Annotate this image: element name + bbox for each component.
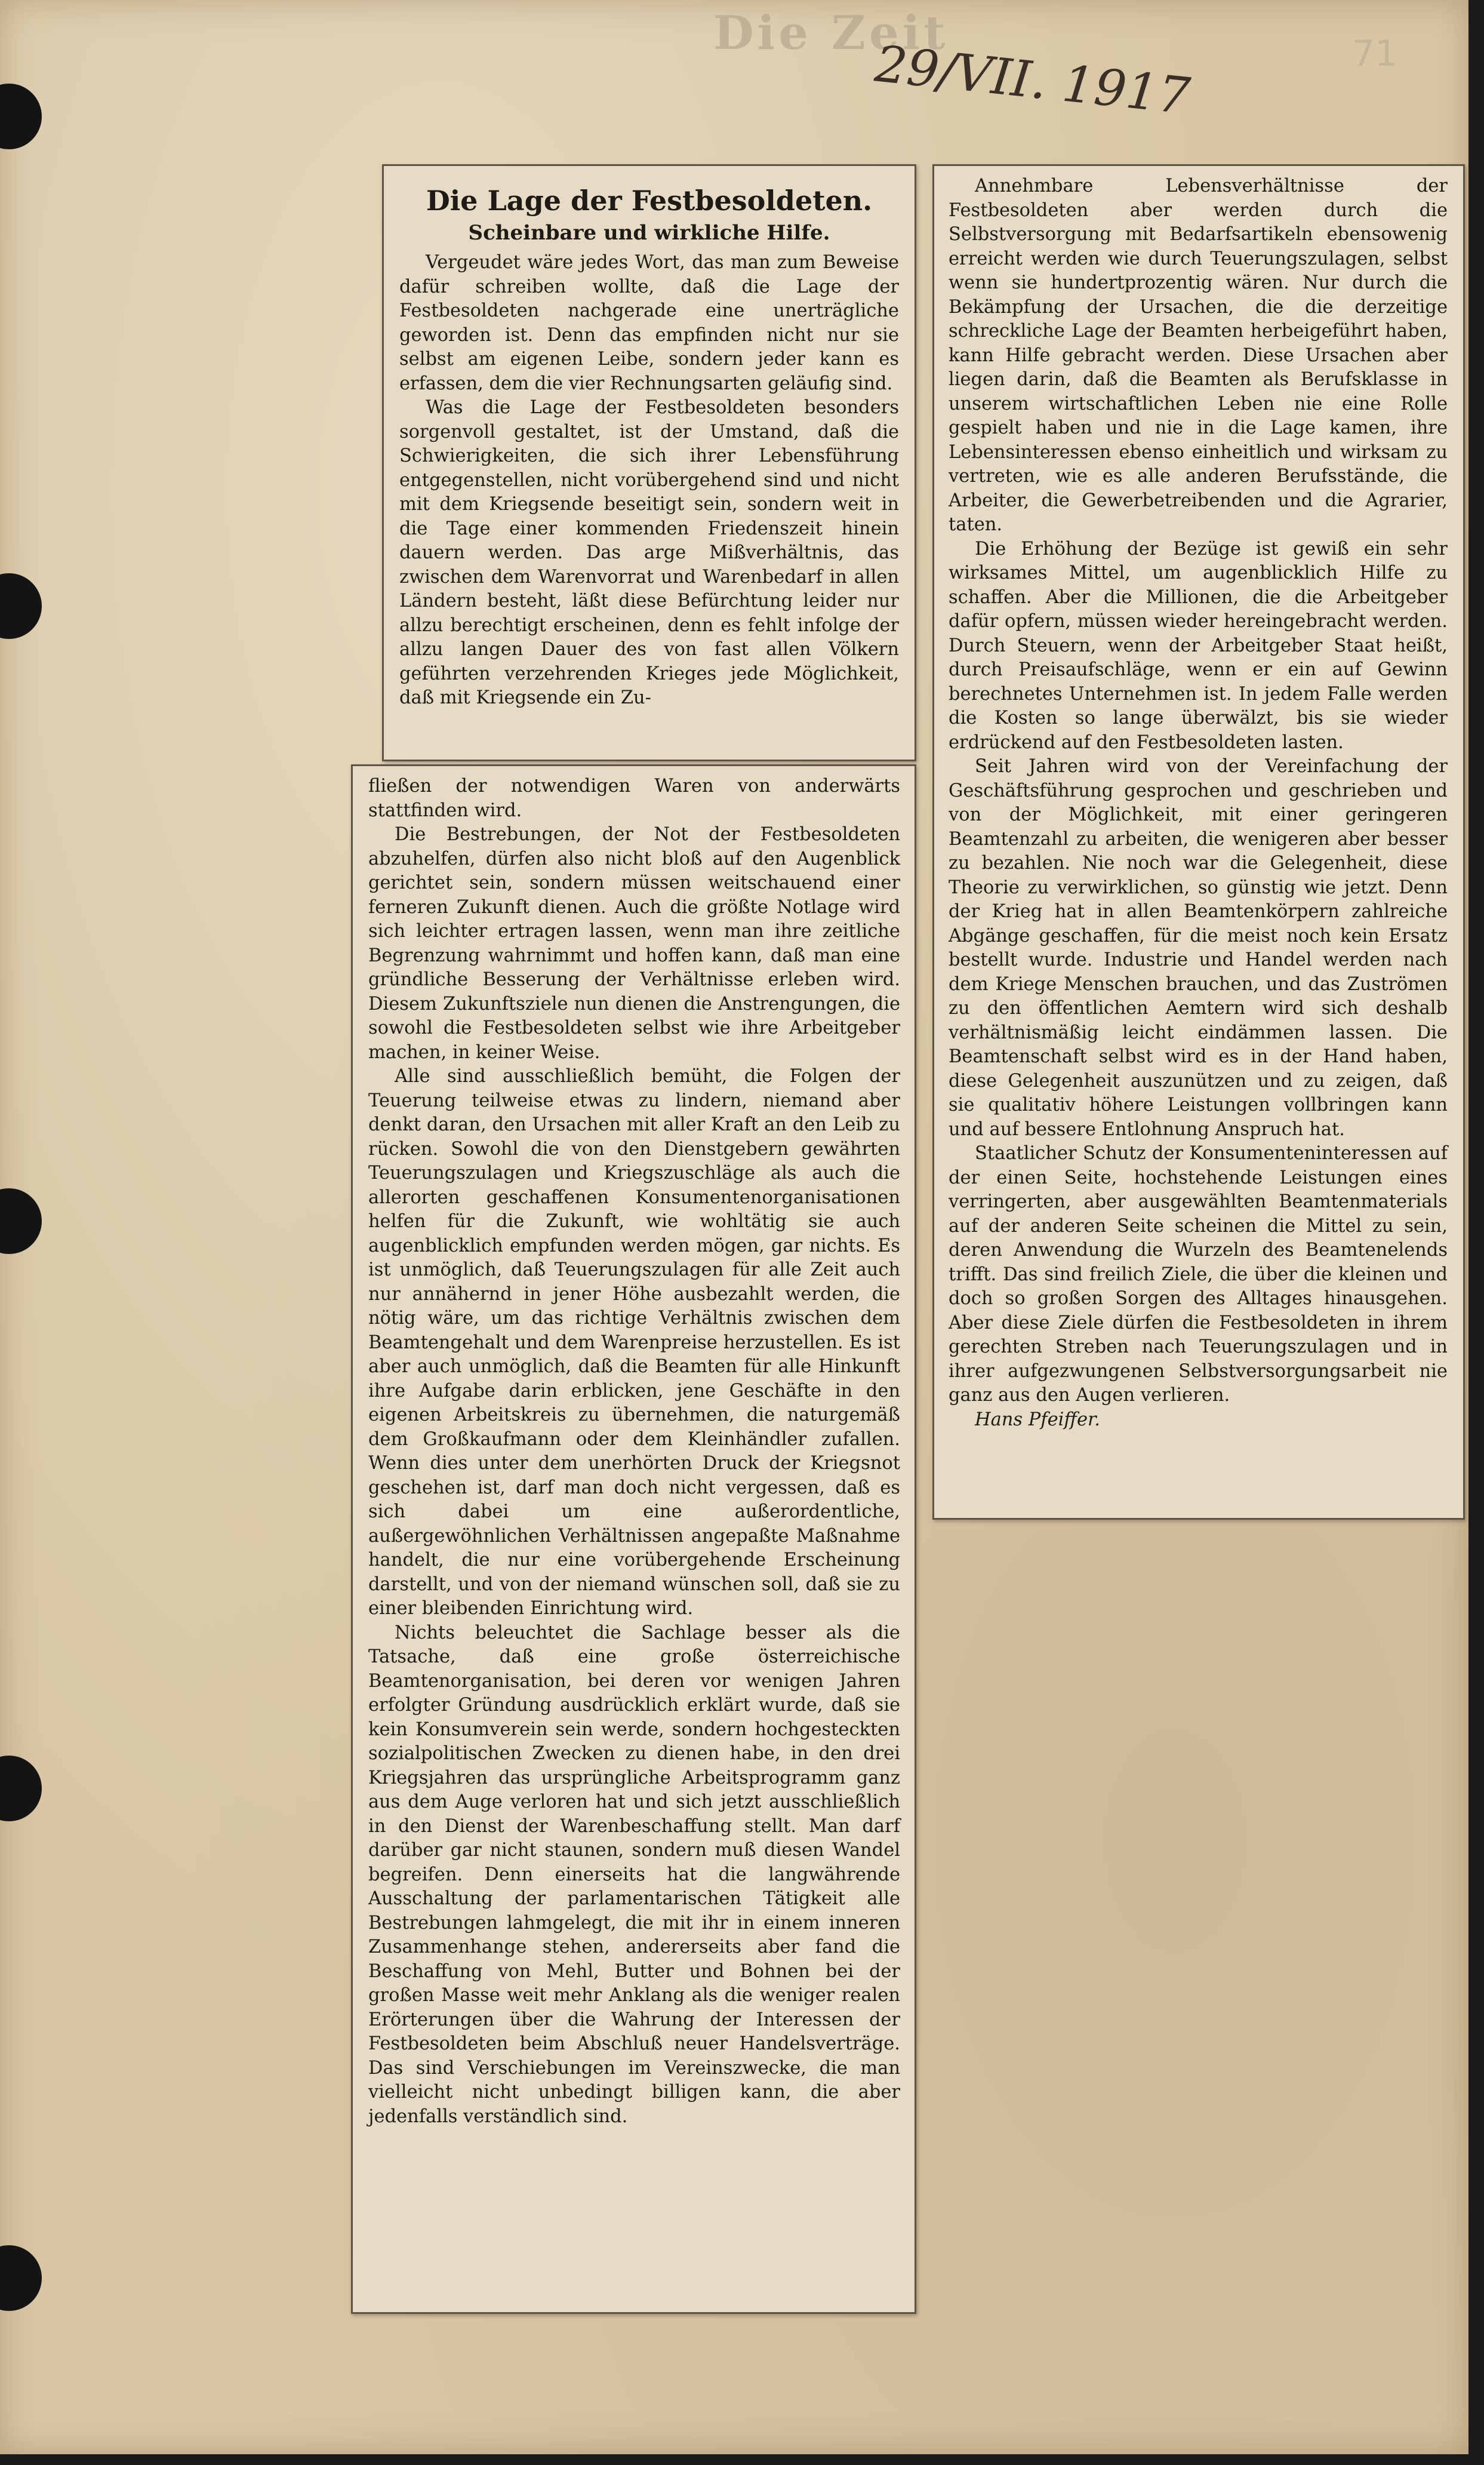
- clipping-column-1-bottom: [351, 764, 916, 2314]
- paragraph: Nichts beleuchtet die Sachlage besser als die Tatsache, daß eine große österreichische Beamtenorganisation, bei deren vor wenigen Jahren erfolgter Gründung ausdrücklich erklärt wurde, daß sie kein Konsumverein sein werde, sondern hochgesteckten sozialpolitischen Zwecken zu dienen habe, in den drei Kriegsjahren das ursprüngliche Arbeitsprogramm ganz aus dem Auge verloren hat und sich jetzt ausschließlich in den Dienst der Warenbeschaffung stellt. Man darf darüber gar nicht staunen, sondern muß diesen Wandel begreifen. Denn einerseits hat die langwährende Ausschaltung der parlamentarischen Tätigkeit alle Bestrebungen lahmgelegt, die mit ihr in einem inneren Zusammenhange stehen, andererseits aber fand die Beschaffung von Mehl, Butter und Bohnen bei der großen Masse weit mehr Anklang als die weniger realen Erörterungen über die Wahrung der Interessen der Festbesoldeten beim Abschluß neuer Handelsverträge. Das sind Verschiebungen im Vereinszwecke, die man vielleicht nicht unbedingt billigen kann, die aber jedenfalls verständlich sind.: [368, 1622, 900, 2127]
- paragraph-continuation: fließen der notwendigen Waren von anderwärts stattfinden wird.: [368, 776, 900, 821]
- punch-hole: [0, 2245, 42, 2311]
- paragraph: Was die Lage der Festbesoldeten besonders sorgenvoll gestaltet, ist der Umstand, daß die Schwierigkeiten, die sich ihrer Lebensführung entgegenstellen, nicht vorübergehend sind und nicht mit dem Kriegsende beseitigt sein, sondern weit in die Tage einer kommenden Friedenszeit hinein dauern werden. Das arge Mißverhältnis, das zwischen dem Warenvorrat und Warenbedarf in allen Ländern besteht, läßt diese Befürchtung leider nur allzu berechtigt erscheinen, denn es fehlt infolge der allzu langen Dauer des von fast allen Völkern geführten verzehrenden Krieges jede Möglichkeit, daß mit Kriegsende ein Zu-: [399, 397, 899, 708]
- article-title: Die Lage der Festbesoldeten.: [426, 185, 873, 217]
- punch-hole: [0, 1188, 42, 1254]
- handwritten-date: 29/VII. 1917: [872, 34, 1193, 126]
- paragraph: Staatlicher Schutz der Konsumenteninteressen auf der einen Seite, hochstehende Leistungen eines verringerten, aber ausgewählten Beamtenmaterials auf der anderen Seite scheinen die Mittel zu sein, deren Anwendung die Wurzeln des Beamtenelends trifft. Das sind freilich Ziele, die über die kleinen und doch so großen Sorgen des Alltages hinausgehen. Aber diese Ziele dürfen die Festbesoldeten in ihrem gerechten Streben nach Teuerungszulagen und in ihrer aufgezwungenen Selbstversorgungsarbeit nie ganz aus den Augen verlieren.: [949, 1143, 1448, 1406]
- paragraph: Annehmbare Lebensverhältnisse der Festbesoldeten aber werden durch die Selbstversorgung mit Bedarfsartikeln ebensowenig erreicht werden wie durch Teuerungszulagen, selbst wenn sie hundertprozentig wären. Nur durch die Bekämpfung der Ursachen, die die derzeitige schreckliche Lage der Beamten herbeigeführt haben, kann Hilfe gebracht werden. Diese Ursachen aber liegen darin, daß die Beamten als Berufsklasse in unserem wirtschaftlichen Leben nie eine Rolle gespielt haben und nie in die Lage kamen, ihre Lebensinteressen ebenso einheitlich und wirksam zu vertreten, wie es alle anderen Berufsstände, die Arbeiter, die Gewerbetreibenden und die Agrarier, taten.: [949, 176, 1448, 535]
- corner-page-mark: 71: [1352, 33, 1398, 75]
- author-signature: Hans Pfeiffer.: [975, 1409, 1100, 1430]
- punch-hole: [0, 84, 42, 149]
- article-subtitle: Scheinbare und wirkliche Hilfe.: [468, 221, 830, 245]
- punch-hole: [0, 573, 42, 639]
- punch-hole: [0, 1756, 42, 1821]
- paragraph: Die Bestrebungen, der Not der Festbesoldeten abzuhelfen, dürfen also nicht bloß auf den Augenblick gerichtet sein, sondern müssen weitschauend einer ferneren Zukunft dienen. Auch die größte Notlage wird sich leichter ertragen lassen, wenn man ihre zeitliche Begrenzung wahrnimmt und hoffen kann, daß man eine gründliche Besserung der Verhältnisse erleben wird. Diesem Zukunftsziele nun dienen die Anstrengungen, die sowohl die Festbesoldeten selbst wie ihre Arbeitgeber machen, in keiner Weise.: [368, 824, 900, 1063]
- clipping-column-1-top: [382, 164, 916, 761]
- paragraph: Seit Jahren wird von der Vereinfachung der Geschäftsführung gesprochen und geschrieben und von der Möglichkeit, mit einer geringeren Beamtenzahl zu arbeiten, die wenigeren aber besser zu bezahlen. Nie noch war die Gelegenheit, diese Theorie zu verwirklichen, so günstig wie jetzt. Denn der Krieg hat in allen Beamtenkörpern zahlreiche Abgänge geschaffen, für die meist noch kein Ersatz bestellt wurde. Industrie und Handel werden nach dem Kriege Menschen brauchen, und das Zuströmen zu den öffentlichen Aemtern wird sich deshalb verhältnismäßig leicht eindämmen lassen. Die Beamtenschaft selbst wird es in der Hand haben, diese Gelegenheit auszunützen und zu zeigen, daß sie qualitativ höhere Leistungen vollbringen kann und auf bessere Entlohnung Anspruch hat.: [949, 756, 1448, 1140]
- newspaper-stamp: Die Zeit: [713, 6, 949, 60]
- clipping-column-2: [932, 164, 1465, 1520]
- paragraph: Alle sind ausschließlich bemüht, die Folgen der Teuerung teilweise etwas zu lindern, niemand aber denkt daran, den Ursachen mit aller Kraft an den Leib zu rücken. Sowohl die von den Dienstgebern gewährten Teuerungszulagen und Kriegszuschläge als auch die allerorten geschaffenen Konsumentenorganisationen helfen für die Zukunft, wie wohltätig sie auch augenblicklich empfunden werden mögen, gar nichts. Es ist unmöglich, daß Teuerungszulagen für alle Zeit auch nur annähernd in jener Höhe ausbezahlt werden, die nötig wäre, um das richtige Verhältnis zwischen dem Beamtengehalt und dem Warenpreise herzustellen. Es ist aber auch unmöglich, daß die Beamten für alle Hinkunft ihre Aufgabe darin erblicken, jene Geschäfte in den eigenen Arbeitskreis zu übernehmen, die naturgemäß dem Großkaufmann oder dem Kleinhändler zufallen. Wenn dies unter dem unerhörten Druck der Kriegsnot geschehen ist, darf man doch nicht vergessen, daß es sich dabei um eine außerordentliche, außergewöhnlichen Verhältnissen angepaßte Maßnahme handelt, die nur eine vorübergehende Erscheinung darstellt, und von der niemand wünschen soll, daß sie zu einer bleibenden Einrichtung wird.: [368, 1066, 900, 1619]
- paragraph: Vergeudet wäre jedes Wort, das man zum Beweise dafür schreiben wollte, daß die Lage der Festbesoldeten nachgerade eine unerträgliche geworden ist. Denn das empfinden nicht nur sie selbst am eigenen Leibe, sondern jeder kann es erfassen, dem die vier Rechnungsarten geläufig sind.: [399, 252, 899, 394]
- paragraph: Die Erhöhung der Bezüge ist gewiß ein sehr wirksames Mittel, um augenblicklich Hilfe zu schaffen. Aber die Millionen, die die Arbeitgeber dafür opfern, müssen wieder hereingebracht werden. Durch Steuern, wenn der Arbeitgeber Staat heißt, durch Preisaufschläge, wenn er ein auf Gewinn berechnetes Unternehmen ist. In jedem Falle werden die Kosten so lange überwälzt, bis sie wieder erdrückend auf den Festbesoldeten lasten.: [949, 538, 1448, 753]
